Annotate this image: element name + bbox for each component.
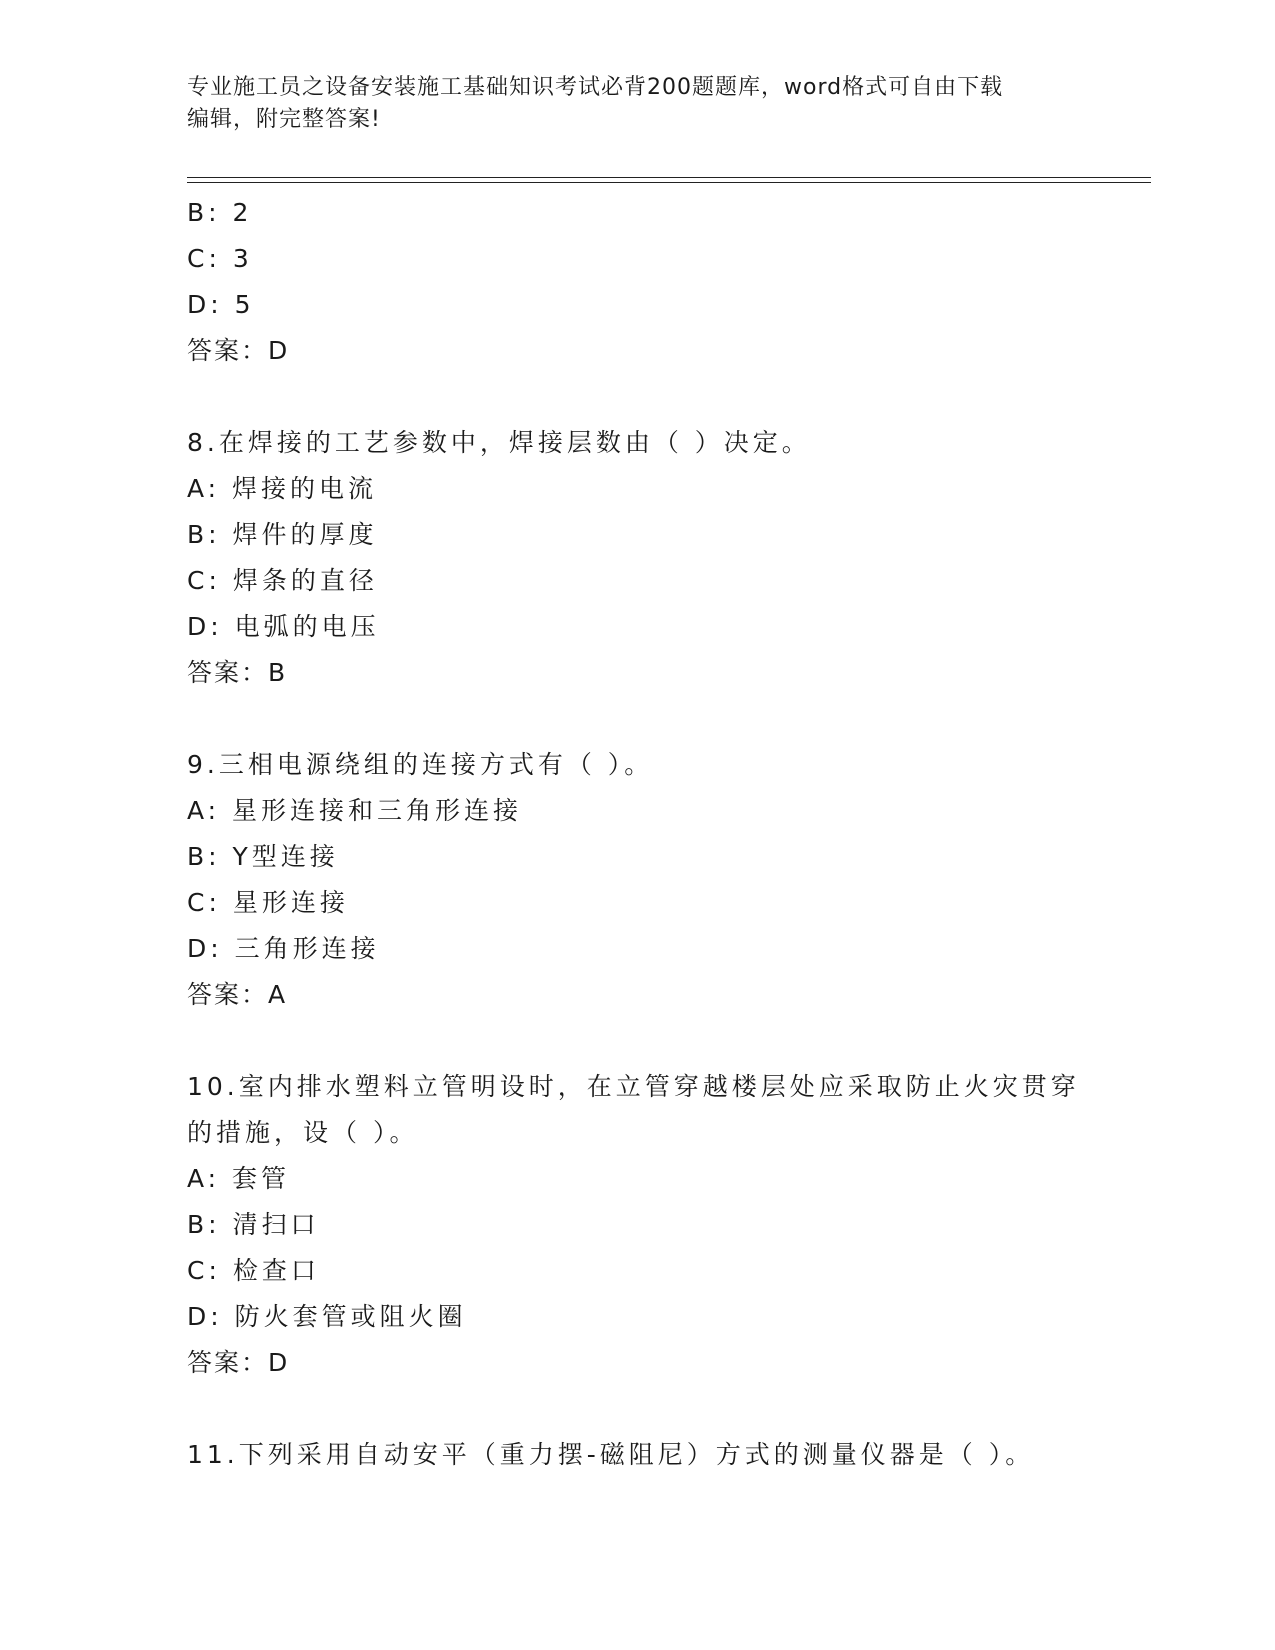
option-d: D: 防火套管或阻火圈 bbox=[187, 1302, 467, 1331]
answer: 答案：D bbox=[187, 336, 290, 365]
question-10 bbox=[187, 1064, 1087, 1386]
option-c: C: 星形连接 bbox=[187, 888, 349, 917]
option-b: B: 2 bbox=[187, 198, 253, 227]
header-divider-bottom bbox=[187, 182, 1151, 183]
question-stem-line-1: 10.室内排水塑料立管明设时，在立管穿越楼层处应采取防止火灾贯穿 bbox=[187, 1072, 1080, 1101]
option-a: A: 焊接的电流 bbox=[187, 474, 378, 503]
option-d: D: 电弧的电压 bbox=[187, 612, 380, 641]
header-line-1: 专业施工员之设备安装施工基础知识考试必背200题题库，word格式可自由下载 bbox=[187, 75, 1004, 100]
option-a: A: 星形连接和三角形连接 bbox=[187, 796, 523, 825]
question-11 bbox=[187, 1432, 1087, 1478]
question-stem: 11.下列采用自动安平（重力摆-磁阻尼）方式的测量仪器是（ ）。 bbox=[187, 1440, 1035, 1469]
option-c: C: 检查口 bbox=[187, 1256, 320, 1285]
header-divider-top bbox=[187, 177, 1151, 178]
spacer bbox=[187, 696, 1087, 742]
option-d: D: 三角形连接 bbox=[187, 934, 380, 963]
spacer bbox=[187, 1386, 1087, 1432]
option-b: B: Y型连接 bbox=[187, 842, 339, 871]
spacer bbox=[187, 1018, 1087, 1064]
option-c: C: 3 bbox=[187, 244, 253, 273]
question-8 bbox=[187, 420, 1087, 696]
question-stem-line-2: 的措施，设（ ）。 bbox=[187, 1118, 419, 1147]
answer: 答案：A bbox=[187, 980, 288, 1009]
option-b: B: 焊件的厚度 bbox=[187, 520, 378, 549]
question-stem: 8.在焊接的工艺参数中，焊接层数由（ ）决定。 bbox=[187, 428, 811, 457]
option-d: D: 5 bbox=[187, 290, 255, 319]
spacer bbox=[187, 374, 1087, 420]
answer: 答案：B bbox=[187, 658, 288, 687]
option-c: C: 焊条的直径 bbox=[187, 566, 378, 595]
header-line-2: 编辑，附完整答案! bbox=[187, 107, 381, 132]
question-7 bbox=[187, 190, 1087, 374]
question-stem: 9.三相电源绕组的连接方式有（ ）。 bbox=[187, 750, 654, 779]
document-header bbox=[187, 72, 1087, 136]
question-9 bbox=[187, 742, 1087, 1018]
question-content bbox=[187, 190, 1087, 1478]
option-a: A: 套管 bbox=[187, 1164, 291, 1193]
option-b: B: 清扫口 bbox=[187, 1210, 320, 1239]
answer: 答案：D bbox=[187, 1348, 290, 1377]
